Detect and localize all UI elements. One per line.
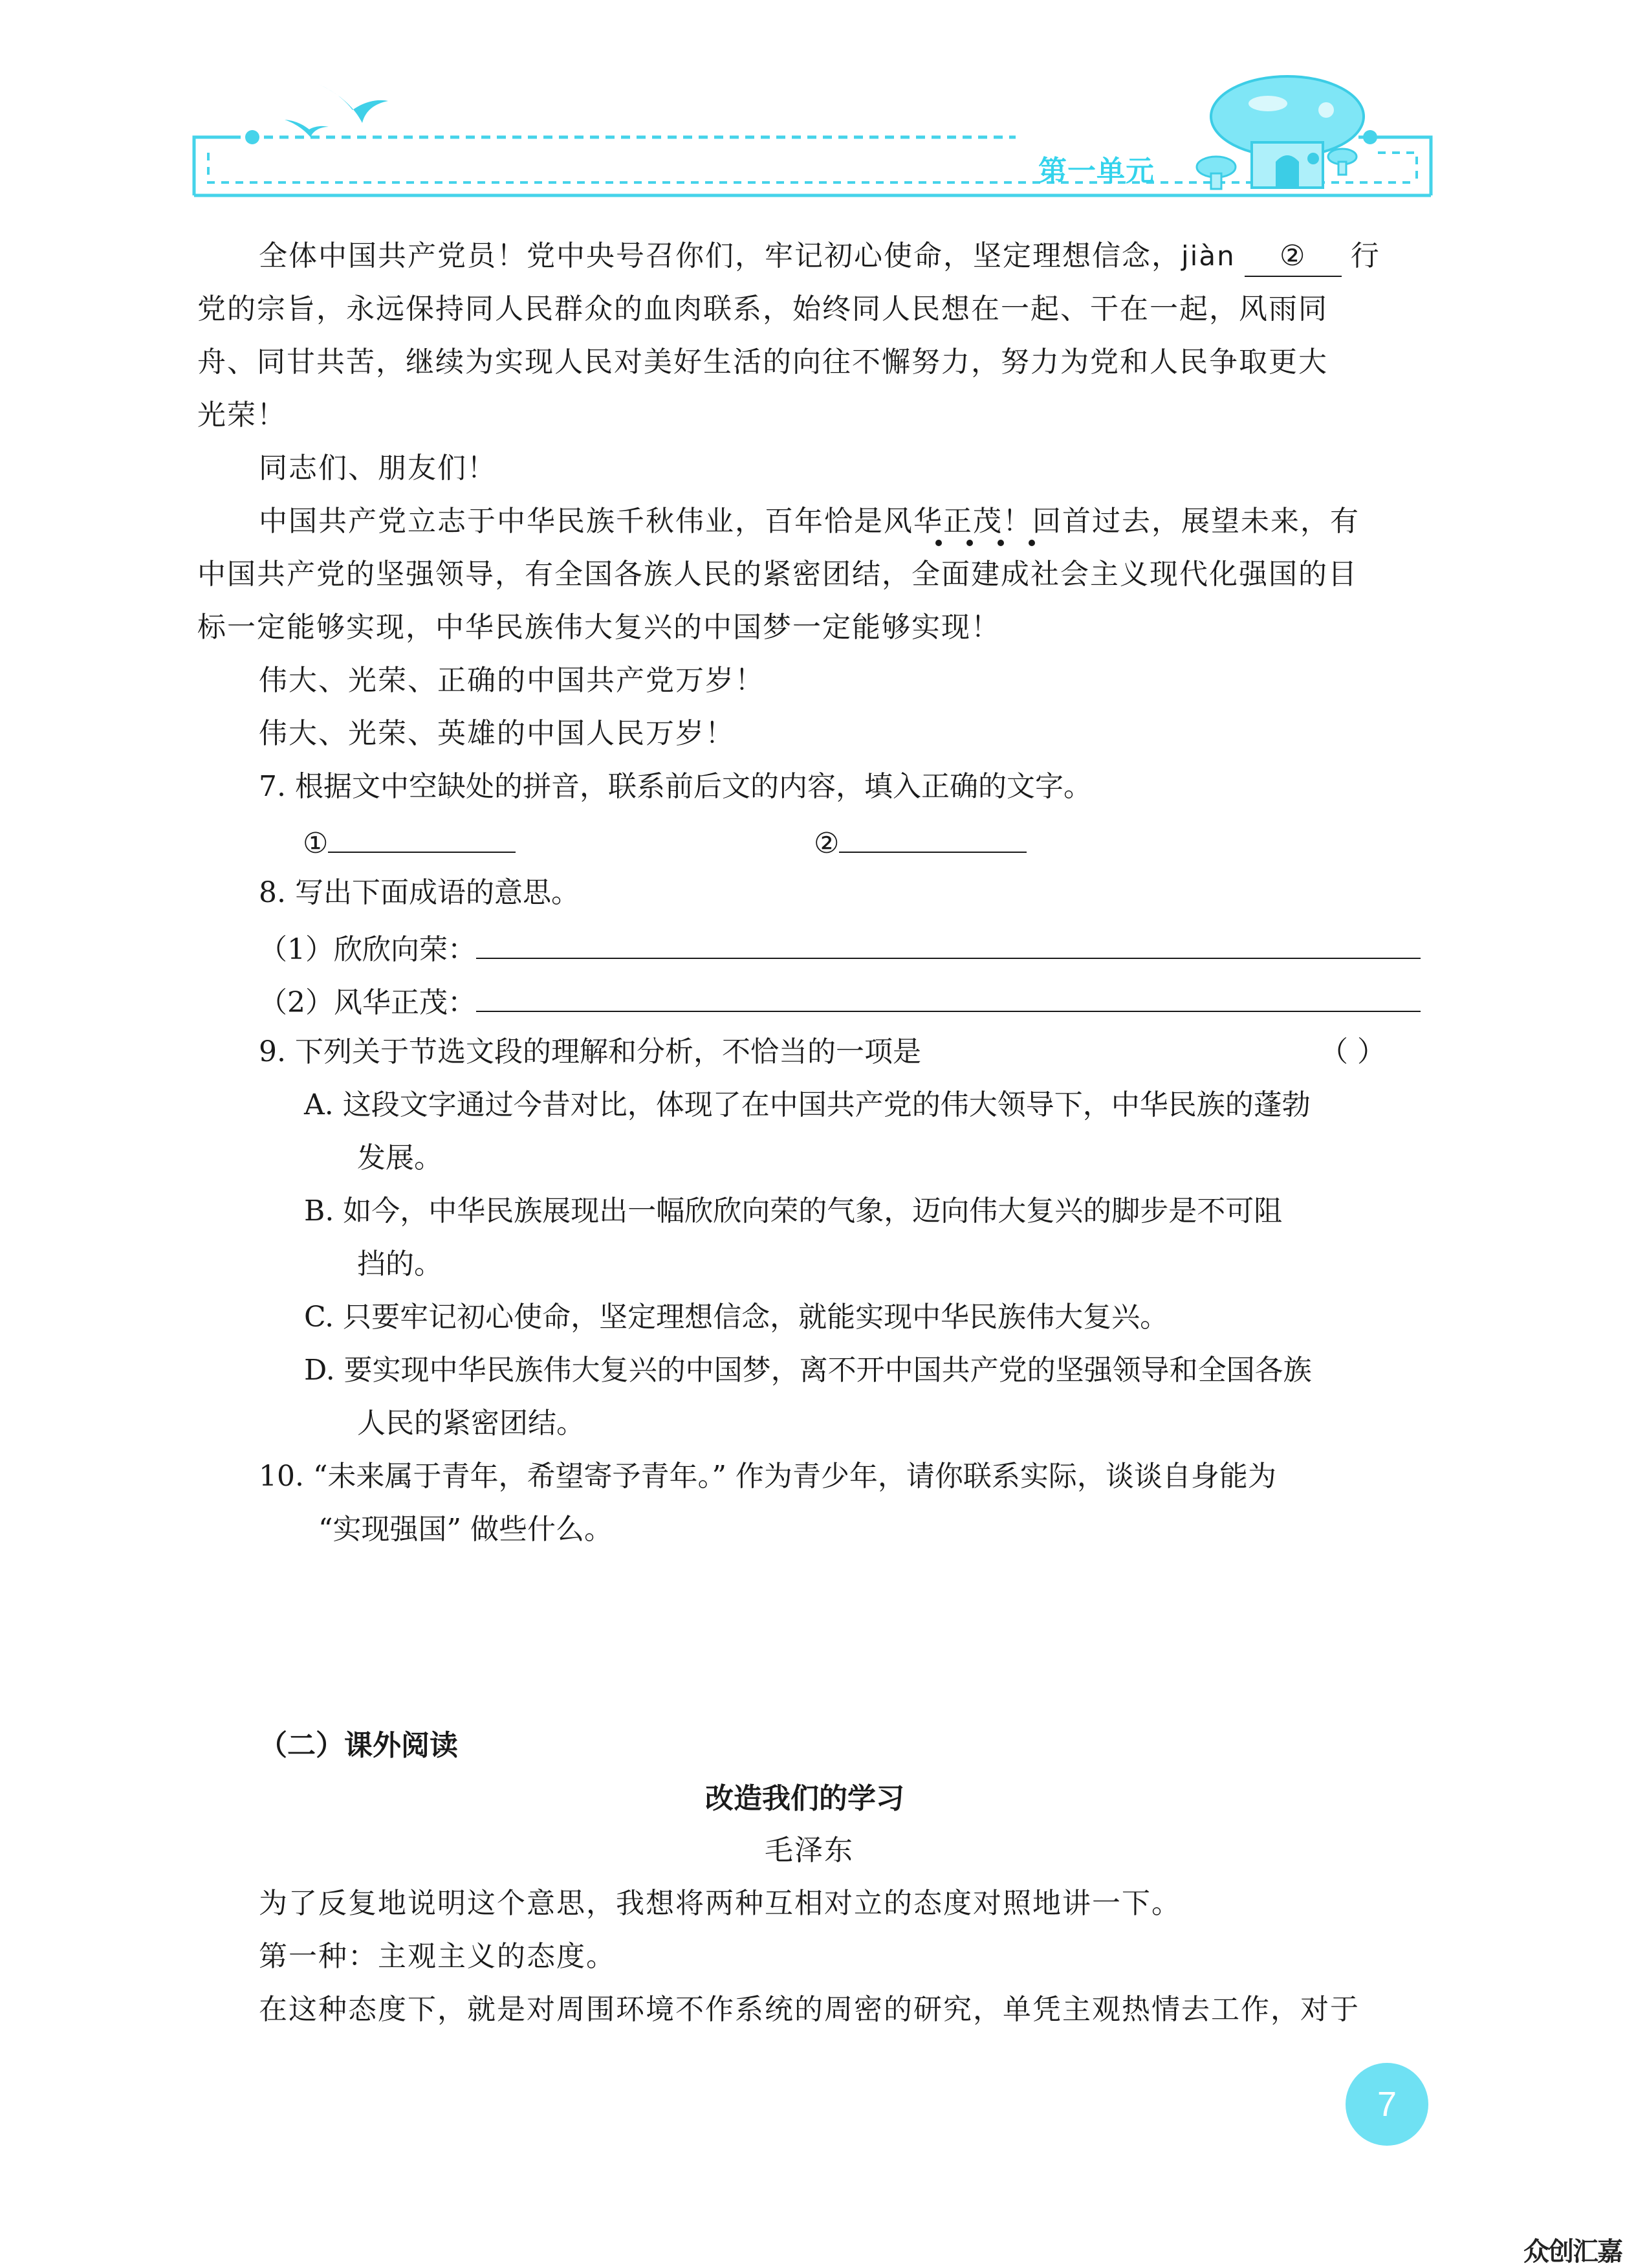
emphasis-dot [1029,540,1035,546]
birds-icon [285,84,388,137]
page-number: 7 [1346,2063,1428,2146]
unit-title: 第一单元 [1038,155,1155,188]
q9-option-b-cont: 挡的。 [357,1248,442,1281]
section-heading: （二）课外阅读 [259,1729,458,1762]
passage-line: 标一定能够实现，中华民族伟大复兴的中国梦一定能够实现！ [197,611,1001,644]
article-line: 为了反复地说明这个意思，我想将两种互相对立的态度对照地讲一下。 [259,1887,1181,1920]
emphasis-dot [966,540,973,546]
emphasis-dot [935,540,942,546]
q7-answer-1: ① [303,820,516,863]
passage-line: 伟大、光荣、英雄的中国人民万岁！ [259,717,735,750]
passage-line: 中国共产党立志于中华民族千秋伟业，百年恰是风华正茂！回首过去，展望未来，有 [259,505,1360,538]
q9-option-a: A. 这段文字通过今昔对比，体现了在中国共产党的伟大领导下，中华民族的蓬勃 [304,1088,1311,1121]
answer-line[interactable] [476,980,1421,1012]
q8-item-1: （1）欣欣向荣： [259,927,1421,969]
article-line: 在这种态度下，就是对周围环境不作系统的周密的研究，单凭主观热情去工作，对于 [259,1993,1360,2026]
answer-line[interactable] [476,927,1421,959]
passage-line: 党的宗旨，永远保持同人民群众的血肉联系，始终同人民想在一起、干在一起，风雨同 [197,292,1328,325]
passage-line: 同志们、朋友们！ [259,452,497,485]
article-line: 第一种：主观主义的态度。 [259,1940,616,1973]
passage-line: 伟大、光荣、正确的中国共产党万岁！ [259,664,765,697]
q9-option-c: C. 只要牢记初心使命，坚定理想信念，就能实现中华民族伟大复兴。 [304,1301,1169,1334]
question-10-cont: “实现强国” 做些什么。 [318,1513,613,1546]
passage-line: 中国共产党的坚强领导，有全国各族人民的紧密团结，全面建成社会主义现代化强国的目 [197,558,1358,591]
question-8: 8. 写出下面成语的意思。 [259,876,580,909]
article-author: 毛泽东 [765,1834,854,1867]
q9-option-b: B. 如今，中华民族展现出一幅欣欣向荣的气象，迈向伟大复兴的脚步是不可阻 [304,1195,1283,1228]
mushroom-house-icon [1197,76,1364,189]
passage-line: 舟、同甘共苦，继续为实现人民对美好生活的向往不懈努力，努力为党和人民争取更大 [197,346,1328,379]
pinyin-blank: ② [1245,237,1342,277]
passage-line: 光荣！ [197,399,287,432]
q9-answer-paren[interactable]: （ ） [1320,1035,1386,1068]
watermark: 众创汇嘉 [1523,2237,1622,2267]
emphasis-dot [998,540,1004,546]
answer-blank[interactable] [328,820,516,853]
header-banner [0,0,1625,214]
passage-line: 全体中国共产党员！党中央号召你们，牢记初心使命，坚定理想信念，jiàn ② 行 [259,237,1380,277]
question-7: 7. 根据文中空缺处的拼音，联系前后文的内容，填入正确的文字。 [259,770,1092,803]
q9-option-d-cont: 人民的紧密团结。 [357,1407,585,1440]
answer-blank[interactable] [839,820,1027,853]
question-10: 10. “未来属于青年，希望寄予青年。” 作为青少年，请你联系实际，谈谈自身能为 [259,1460,1276,1493]
q7-answer-2: ② [814,820,1027,863]
article-title: 改造我们的学习 [705,1782,904,1815]
frame-dot-right [1363,130,1377,144]
q9-option-a-cont: 发展。 [357,1141,442,1174]
q9-option-d: D. 要实现中华民族伟大复兴的中国梦，离不开中国共产党的坚强领导和全国各族 [304,1354,1312,1387]
q8-item-2: （2）风华正茂： [259,980,1421,1022]
question-9: 9. 下列关于节选文段的理解和分析，不恰当的一项是 [259,1035,921,1068]
frame-dot-left [245,130,259,144]
